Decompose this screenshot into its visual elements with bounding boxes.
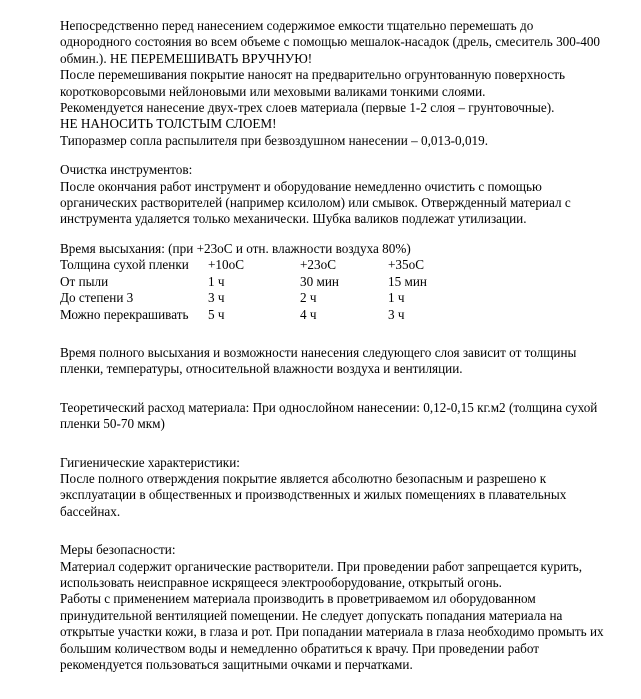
spacer	[60, 378, 607, 391]
spacer	[60, 228, 607, 241]
tools-cleaning-heading: Очистка инструментов:	[60, 162, 193, 178]
table-row	[60, 307, 468, 323]
spacer	[60, 446, 607, 455]
table-cell: 1 ч	[388, 290, 405, 306]
table-cell: Толщина сухой пленки	[60, 257, 189, 273]
table-row	[60, 274, 468, 290]
paragraph-full-drying-note: Время полного высыхания и возможности нанесения следующего слоя зависит от толщины пленки, температуры, относительной влажности воздуха и вентиляции.	[60, 344, 577, 377]
safety-paragraph-2: Работы с применением материала производить в проветриваемом ил оборудованном принудительной вентиляцией помещении. Не следует допускать попадания материала на открытые участки кожи, в глаза и рот. При попадании материала в глаза необходимо промыть их большим количеством воды и немедленно обратиться к врачу. При проведении работ рекомендуется пользоваться защитными очками и перчатками.	[60, 591, 604, 672]
table-cell: +10оС	[208, 257, 245, 273]
table-cell: 3 ч	[388, 306, 405, 322]
paragraph-layers-recommendation: Рекомендуется нанесение двух-трех слоев материала (первые 1-2 слоя – грунтовочные).	[60, 100, 555, 116]
spacer	[60, 149, 607, 162]
table-row	[60, 290, 468, 306]
drying-time-table	[60, 257, 468, 323]
table-row-header	[60, 257, 468, 273]
hygiene-heading: Гигиенические характеристики:	[60, 454, 240, 470]
spacer	[60, 533, 607, 542]
table-cell: +23оС	[300, 257, 337, 273]
paragraph-application-instructions: После перемешивания покрытие наносят на предварительно огрунтованную поверхность коротковорсовыми нейлоновыми или меховыми валиками тонкими слоями.	[60, 67, 565, 99]
spacer	[60, 391, 607, 400]
table-cell: 1 ч	[208, 273, 225, 289]
table-cell: От пыли	[60, 273, 109, 289]
tools-cleaning-body: После окончания работ инструмент и оборудование немедленно очистить с помощью органических растворителей (например ксилолом) или смывок. Отвержденный материал с инструмента удаляется только механически. Шубка валиков подлежат утилизации.	[60, 178, 571, 227]
paragraph-consumption: Теоретический расход материала: При однослойном нанесении: 0,12-0,15 кг.м2 (толщина сухой пленки 50-70 мкм)	[60, 399, 598, 432]
table-cell: 3 ч	[208, 290, 225, 306]
spacer	[60, 520, 607, 533]
table-cell: +35оС	[388, 257, 425, 273]
paragraph-nozzle-size: Типоразмер сопла распылителя при безвоздушном нанесении – 0,013-0,019.	[60, 132, 489, 148]
table-cell: 2 ч	[300, 290, 317, 306]
table-cell: 30 мин	[300, 273, 339, 289]
paragraph-mixing-instructions: Непосредственно перед нанесением содержимое емкости тщательно перемешать до однородного состояния во всем объеме с помощью мешалок-насадок (дрель, смеситель 300-400 обмин.). НЕ ПЕРЕМЕШИВАТЬ ВРУЧНУЮ!	[60, 18, 601, 66]
spacer	[60, 323, 607, 336]
safety-heading: Меры безопасности:	[60, 542, 176, 558]
table-cell: 4 ч	[300, 306, 317, 322]
table-cell: Можно перекрашивать	[60, 306, 189, 322]
paragraph-no-thick-layer-warning: НЕ НАНОСИТЬ ТОЛСТЫМ СЛОЕМ!	[60, 116, 277, 132]
drying-table-title: Время высыхания: (при +23оС и отн. влажности воздуха 80%)	[60, 240, 411, 256]
spacer	[60, 336, 607, 345]
table-cell: 15 мин	[388, 273, 427, 289]
hygiene-body: После полного отверждения покрытие является абсолютно безопасным и разрешено к эксплуатации в общественных и производственных и жилых помещениях в плавательных бассейнах.	[60, 470, 567, 519]
table-cell: До степени 3	[60, 290, 134, 306]
table-cell: 5 ч	[208, 306, 225, 322]
safety-paragraph-1: Материал содержит органические растворители. При проведении работ запрещается курить, использовать неисправное искрящееся электрооборудование, открытый огонь.	[60, 558, 583, 590]
spacer	[60, 433, 607, 446]
